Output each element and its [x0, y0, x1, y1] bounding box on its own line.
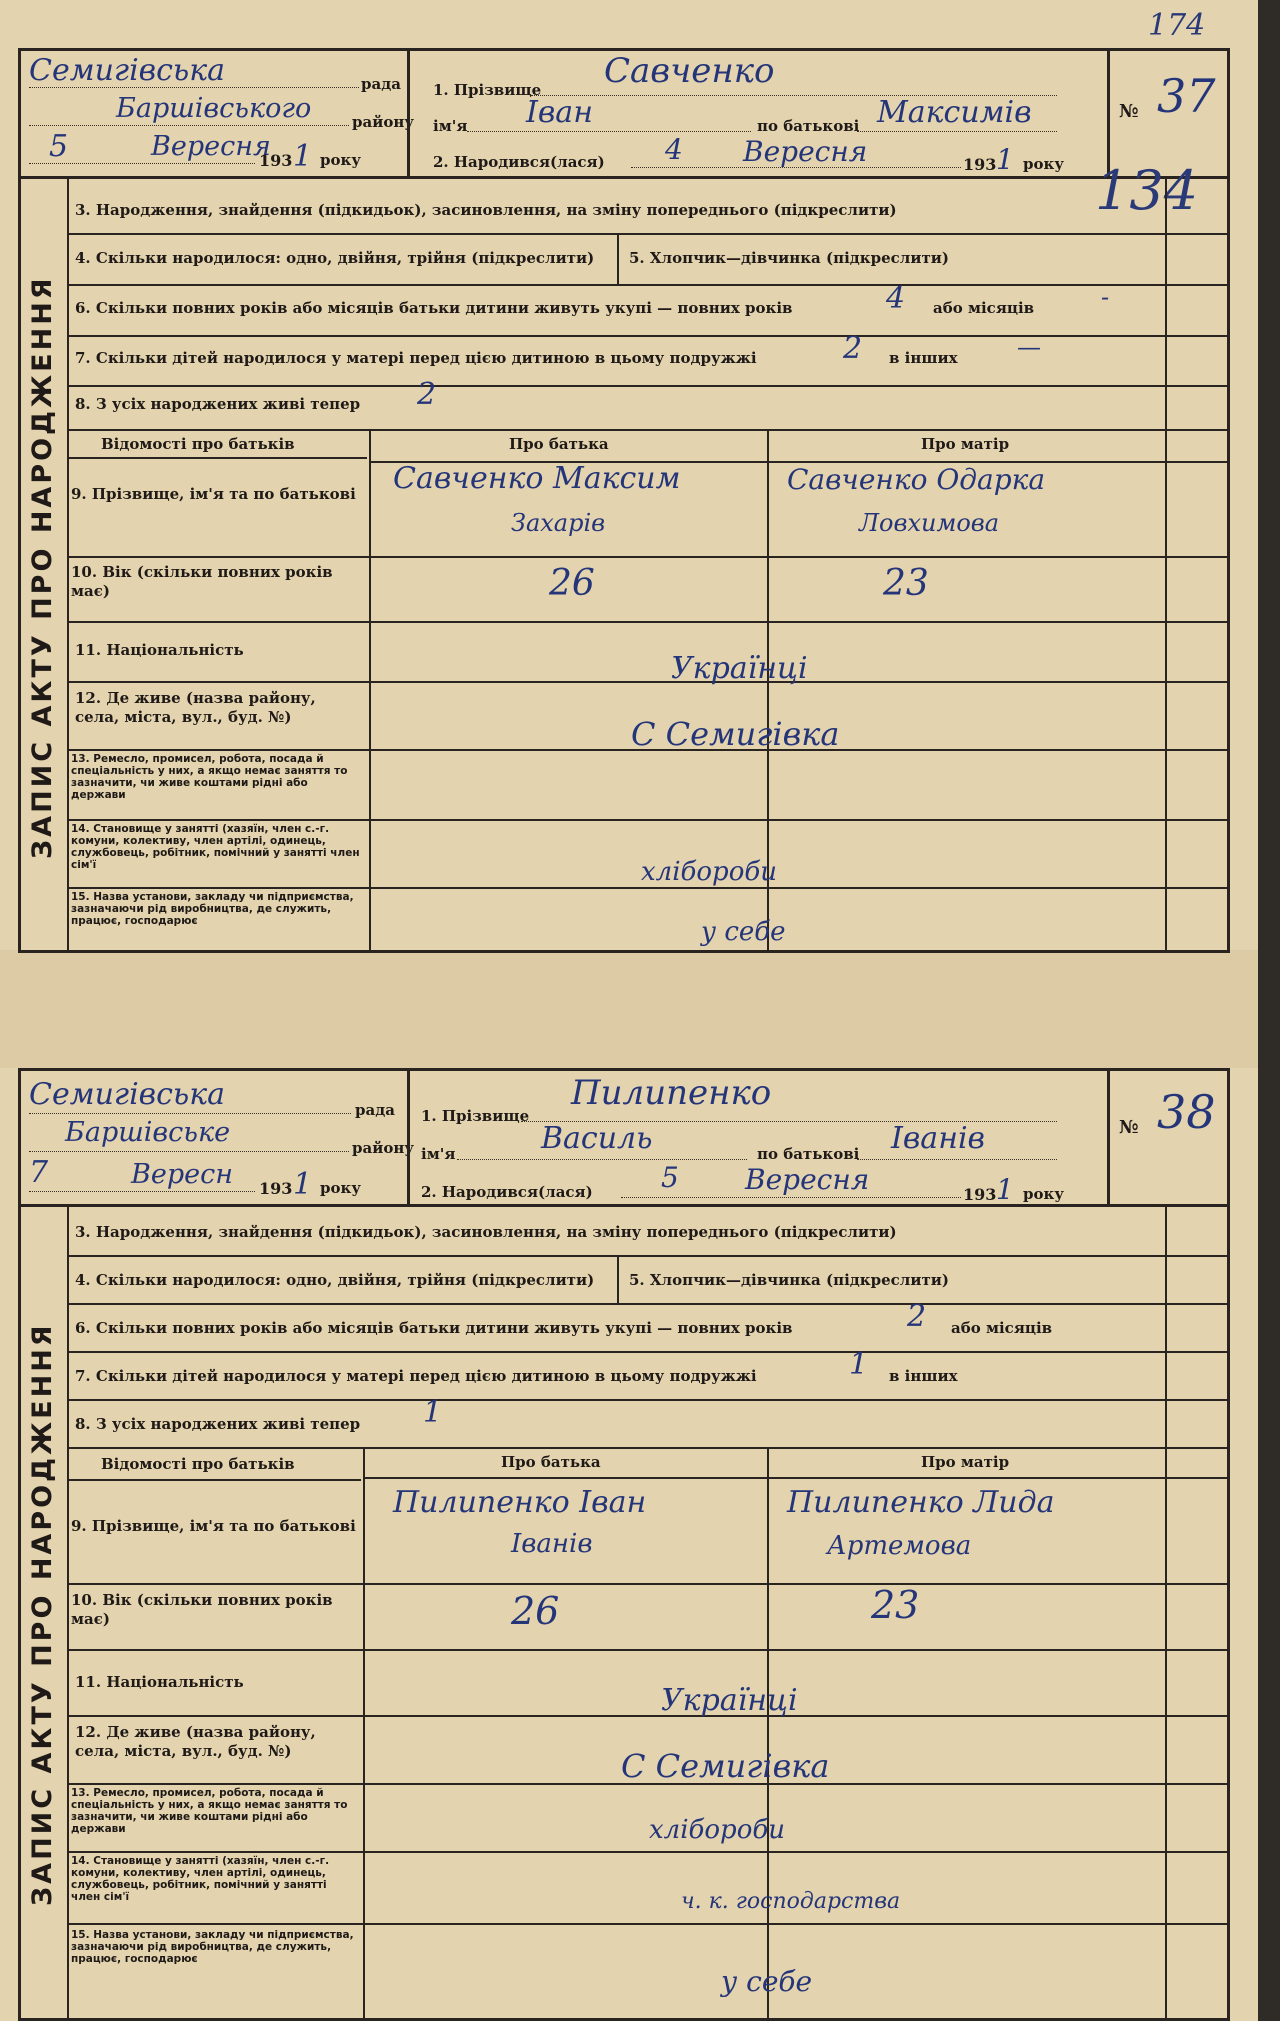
council-value: Семигівська — [29, 53, 226, 88]
row15-label: 15. Назва установи, закладу чи підприємства, зазначаючи рід виробництва, де служить, працює, господарює — [71, 891, 354, 927]
reg-year-prefix: 193 — [259, 1179, 293, 1198]
row3-label: 3. Народження, знайдення (підкидьок), засиновлення, на зміну попереднього (підкреслити) — [75, 201, 897, 219]
workplace: у себе — [721, 1965, 813, 1998]
district-label: району — [352, 113, 414, 131]
birth-year-label: року — [1023, 1185, 1064, 1203]
number-label: № — [1119, 1117, 1139, 1138]
reg-year-label: року — [320, 151, 361, 169]
record-number: 38 — [1157, 1085, 1216, 1139]
born-label: 2. Народився(лася) — [433, 153, 605, 171]
months-together: - — [1101, 283, 1110, 311]
birth-month: Вересня — [743, 135, 868, 168]
district-label: району — [352, 1139, 414, 1157]
row9-label: 9. Прізвище, ім'я та по батькові — [71, 485, 356, 503]
residence: С Семигівка — [631, 715, 840, 753]
row6-months-label: або місяців — [951, 1319, 1053, 1337]
children-before: 2 — [843, 331, 863, 366]
mother-name-line1: Савченко Одарка — [787, 463, 1046, 496]
row7-label: 7. Скільки дітей народилося у матері перед цією дитиною в цьому подружжі — [75, 1367, 757, 1385]
birth-year-prefix: 193 — [963, 155, 997, 174]
parents-header: Відомості про батьків — [101, 435, 295, 453]
born-label: 2. Народився(лася) — [421, 1183, 593, 1201]
birth-record-38 — [18, 1068, 1230, 2021]
father-name-line1: Пилипенко Іван — [393, 1485, 647, 1520]
mother-name-line2: Артемова — [827, 1531, 972, 1561]
reg-month: Вересн — [131, 1159, 233, 1190]
side-label: ЗАПИС АКТУ ПРО НАРОДЖЕННЯ — [27, 275, 58, 860]
row13-label: 13. Ремесло, промисел, робота, посада й спеціальність у них, а якщо немає заняття то зазначити, чи живе коштами рідні або держави — [71, 1787, 348, 1835]
status: ч. к. господарства — [681, 1889, 901, 1914]
occupation: хлібороби — [649, 1815, 785, 1845]
reg-year-digit: 1 — [293, 139, 313, 174]
row15-label: 15. Назва установи, закладу чи підприємства, зазначаючи рід виробництва, де служить, працює, господарює — [71, 1929, 354, 1965]
council-value: Семигівська — [29, 1077, 226, 1112]
reg-day: 7 — [29, 1155, 49, 1190]
birth-month: Вересня — [745, 1163, 870, 1196]
birth-year-prefix: 193 — [963, 1185, 997, 1204]
father-name-line2: Іванів — [511, 1529, 593, 1559]
mother-name-line1: Пилипенко Лида — [787, 1485, 1055, 1520]
name-value: Василь — [541, 1121, 653, 1156]
row5-label: 5. Хлопчик—дівчинка (підкреслити) — [629, 249, 949, 267]
row3-label: 3. Народження, знайдення (підкидьок), засиновлення, на зміну попереднього (підкреслити) — [75, 1223, 897, 1241]
row9-label: 9. Прізвище, ім'я та по батькові — [71, 1517, 356, 1535]
surname-value: Пилипенко — [571, 1073, 772, 1113]
row11-label: 11. Національність — [75, 641, 244, 659]
number-label: № — [1119, 101, 1139, 122]
years-together: 2 — [907, 1299, 927, 1334]
reg-year-digit: 1 — [293, 1167, 313, 1202]
row4-label: 4. Скільки народилося: одно, двійня, трійня (підкреслити) — [75, 1271, 595, 1289]
living-now: 1 — [423, 1395, 443, 1430]
birth-record-37 — [18, 48, 1230, 953]
children-before: 1 — [849, 1347, 869, 1382]
name-label: ім'я — [421, 1145, 456, 1163]
nationality: Українці — [671, 651, 808, 686]
row13-label: 13. Ремесло, промисел, робота, посада й спеціальність у них, а якщо немає заняття то зазначити, чи живе коштами рідні або держави — [71, 753, 348, 801]
row6-label: 6. Скільки повних років або місяців батьки дитини живуть укупі — повних років — [75, 299, 793, 317]
record-header — [21, 51, 1227, 179]
record-header — [21, 1071, 1227, 1207]
reg-month: Вересня — [151, 131, 271, 162]
row8-label: 8. З усіх народжених живі тепер — [75, 395, 361, 413]
record-number: 37 — [1157, 69, 1216, 123]
row14-label: 14. Становище у занятті (хазяїн, член с.-г. комуни, колективу, член артілі, одинець, службовець, робітник, помічний у занятті член сім'ї — [71, 823, 360, 871]
row5-label: 5. Хлопчик—дівчинка (підкреслити) — [629, 1271, 949, 1289]
mother-name-line2: Ловхимова — [859, 509, 1000, 537]
mother-age: 23 — [871, 1583, 920, 1627]
reg-year-prefix: 193 — [259, 151, 293, 170]
father-column-header: Про батька — [509, 435, 609, 453]
row4-label: 4. Скільки народилося: одно, двійня, трійня (підкреслити) — [75, 249, 595, 267]
row12-label: 12. Де живе (назва району, села, міста, вул., буд. №) — [75, 1723, 316, 1760]
status: хлібороби — [641, 857, 777, 887]
years-together: 4 — [886, 281, 906, 316]
row6-months-label: або місяців — [933, 299, 1035, 317]
patronymic-label: по батькові — [757, 1145, 860, 1163]
row12-label: 12. Де живе (назва району, села, міста, вул., буд. №) — [75, 689, 316, 726]
nationality: Українці — [661, 1683, 798, 1718]
page-number: 174 — [1148, 8, 1206, 43]
parents-header: Відомості про батьків — [101, 1455, 295, 1473]
father-age: 26 — [511, 1589, 560, 1633]
reg-day: 5 — [49, 129, 69, 164]
birth-year-digit: 1 — [996, 143, 1014, 176]
birth-day: 4 — [665, 133, 683, 166]
row7-other-label: в інших — [889, 1367, 958, 1385]
district-value: Баршівського — [116, 93, 312, 124]
row11-label: 11. Національність — [75, 1673, 244, 1691]
row10-label: 10. Вік (скільки повних років має) — [71, 1591, 333, 1628]
patronymic-label: по батькові — [757, 117, 860, 135]
father-name-line2: Захарів — [511, 509, 606, 537]
father-name-line1: Савченко Максим — [393, 461, 681, 496]
form-gap — [0, 950, 1258, 1068]
living-now: 2 — [417, 377, 437, 412]
mother-age: 23 — [883, 563, 929, 604]
row6-label: 6. Скільки повних років або місяців батьки дитини живуть укупі — повних років — [75, 1319, 793, 1337]
surname-label: 1. Прізвище — [421, 1107, 530, 1125]
book-edge — [1258, 0, 1280, 2021]
mother-column-header: Про матір — [921, 435, 1010, 453]
row8-label: 8. З усіх народжених живі тепер — [75, 1415, 361, 1433]
council-label: рада — [361, 75, 401, 93]
row10-label: 10. Вік (скільки повних років має) — [71, 563, 333, 600]
surname-value: Савченко — [604, 51, 775, 91]
surname-label: 1. Прізвище — [433, 81, 542, 99]
margin-note: 134 — [1095, 159, 1199, 222]
patronymic-value: Іванів — [891, 1121, 986, 1156]
birth-year-digit: 1 — [996, 1173, 1014, 1206]
council-label: рада — [355, 1101, 395, 1119]
birth-day: 5 — [661, 1161, 679, 1194]
birth-year-label: року — [1023, 155, 1064, 173]
row7-other-label: в інших — [889, 349, 958, 367]
patronymic-value: Максимів — [877, 95, 1032, 130]
district-value: Баршівське — [65, 1117, 231, 1148]
father-age: 26 — [549, 563, 595, 604]
children-other: — — [1017, 333, 1041, 361]
father-column-header: Про батька — [501, 1453, 601, 1471]
row7-label: 7. Скільки дітей народилося у матері перед цією дитиною в цьому подружжі — [75, 349, 757, 367]
residence: С Семигівка — [621, 1747, 830, 1785]
name-value: Іван — [526, 95, 593, 130]
reg-year-label: року — [320, 1179, 361, 1197]
workplace: у себе — [701, 917, 786, 947]
name-label: ім'я — [433, 117, 468, 135]
row14-label: 14. Становище у занятті (хазяїн, член с.-г. комуни, колективу, член артілі, одинець, службовець, робітник, помічний у занятті член сім'ї — [71, 1855, 330, 1903]
mother-column-header: Про матір — [921, 1453, 1010, 1471]
side-label: ЗАПИС АКТУ ПРО НАРОДЖЕННЯ — [27, 1322, 58, 1906]
